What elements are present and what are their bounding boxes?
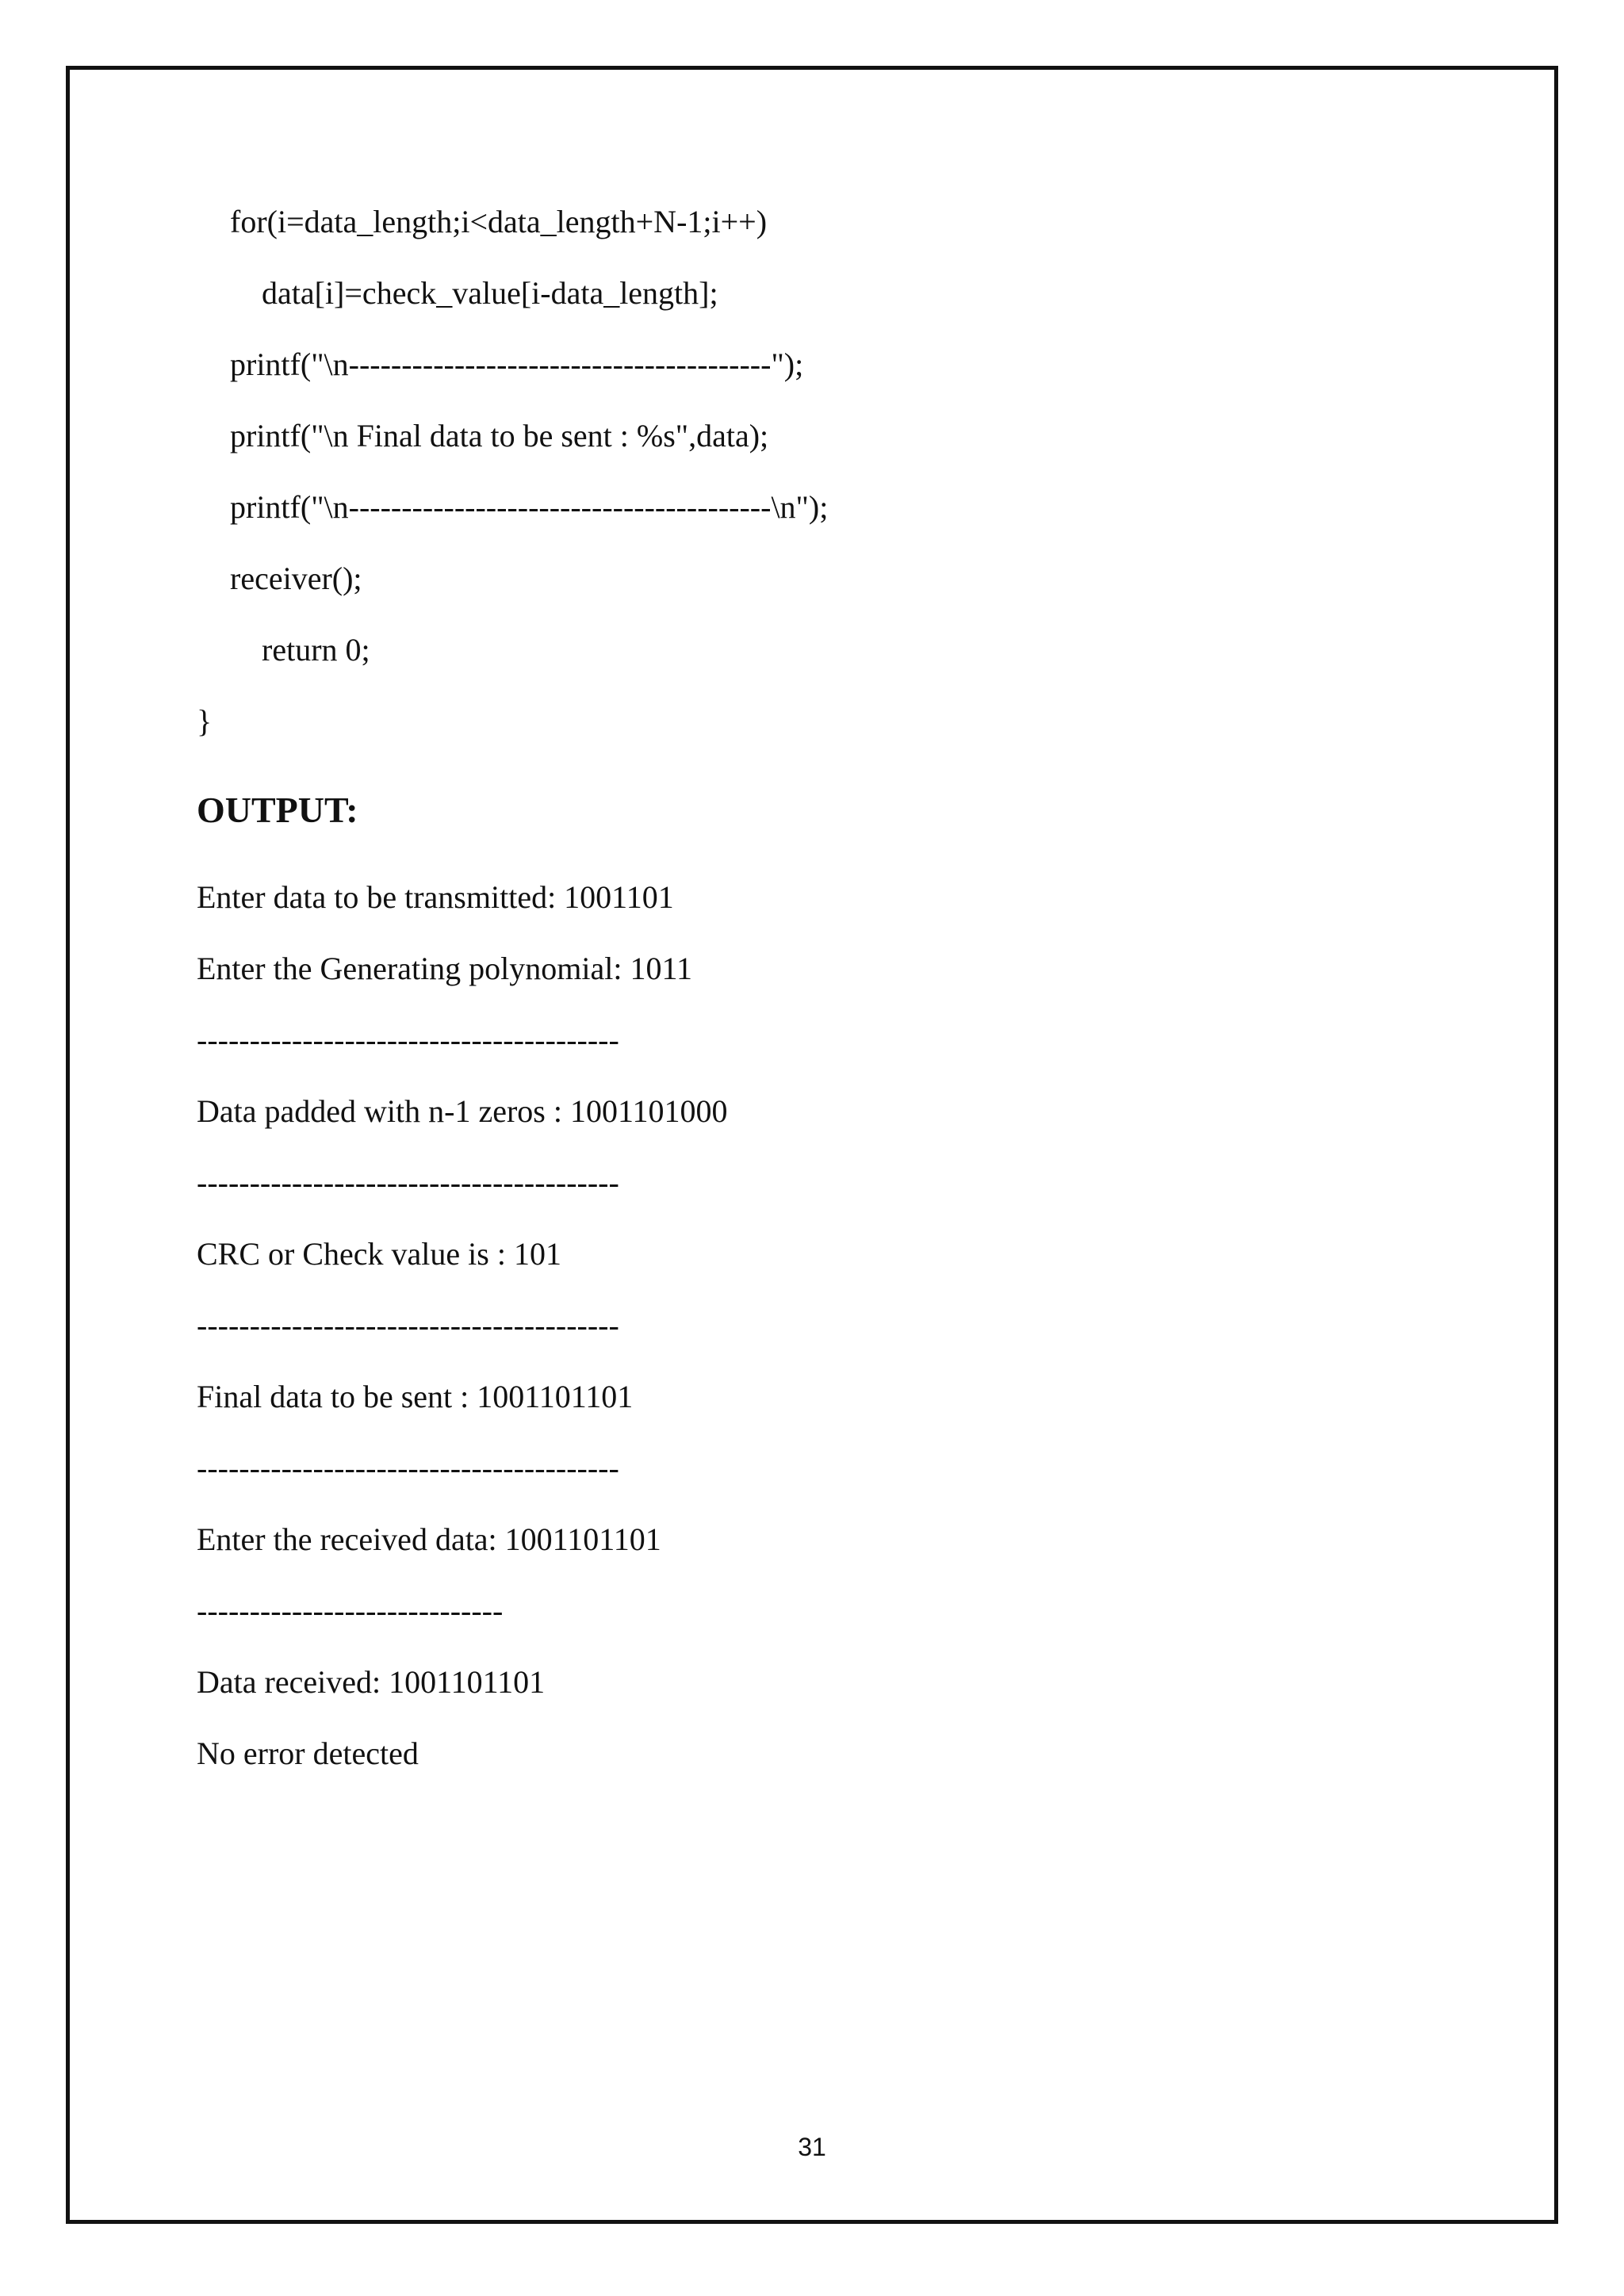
code-line: receiver(); bbox=[230, 561, 362, 596]
output-heading: OUTPUT: bbox=[197, 790, 358, 830]
output-line: CRC or Check value is : 101 bbox=[197, 1236, 561, 1272]
page-border bbox=[66, 66, 1558, 2224]
output-line: No error detected bbox=[197, 1735, 419, 1771]
output-separator: ---------------------------------------- bbox=[197, 1165, 619, 1200]
output-line: Enter data to be transmitted: 1001101 bbox=[197, 879, 674, 915]
page-number: 31 bbox=[798, 2133, 826, 2161]
output-line: Data padded with n-1 zeros : 1001101000 bbox=[197, 1093, 728, 1129]
output-line: Enter the Generating polynomial: 1011 bbox=[197, 951, 693, 986]
code-line: printf("\n----------------------------------------"); bbox=[230, 346, 804, 382]
output-line: Data received: 1001101101 bbox=[197, 1664, 546, 1700]
output-separator: ----------------------------- bbox=[197, 1593, 504, 1628]
code-line: return 0; bbox=[262, 632, 370, 668]
code-line: printf("\n Final data to be sent : %s",data); bbox=[230, 418, 769, 453]
output-line: Final data to be sent : 1001101101 bbox=[197, 1379, 634, 1414]
code-line: printf("\n----------------------------------------\n"); bbox=[230, 489, 829, 525]
output-separator: ---------------------------------------- bbox=[197, 1022, 619, 1058]
output-separator: ---------------------------------------- bbox=[197, 1307, 619, 1343]
code-line: data[i]=check_value[i-data_length]; bbox=[262, 275, 718, 311]
output-separator: ---------------------------------------- bbox=[197, 1450, 619, 1486]
code-line: } bbox=[197, 703, 213, 739]
code-line: for(i=data_length;i<data_length+N-1;i++) bbox=[230, 204, 768, 239]
output-line: Enter the received data: 1001101101 bbox=[197, 1521, 661, 1557]
